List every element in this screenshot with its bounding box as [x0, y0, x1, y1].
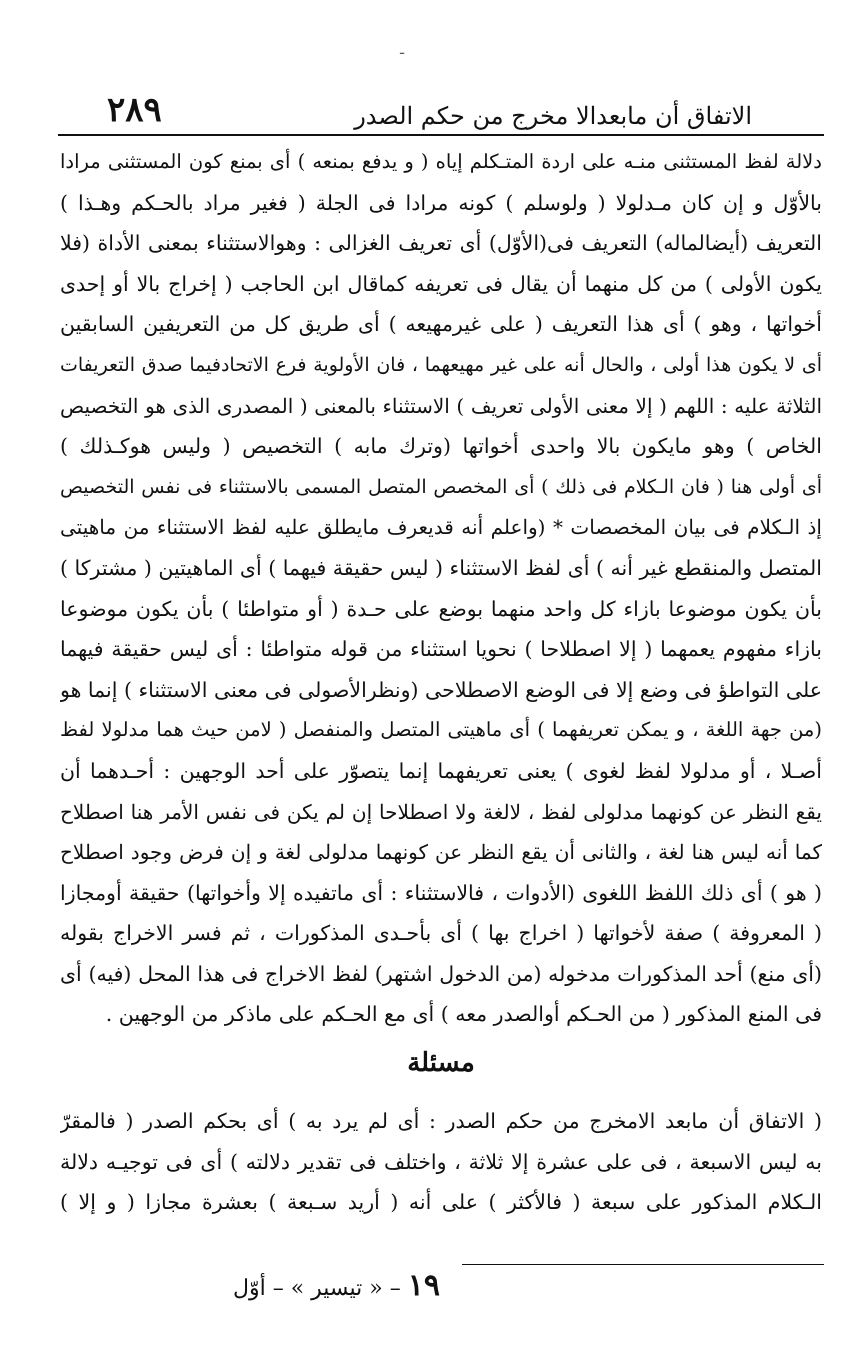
text-line: بالأوّل و إن كان مـدلولا ( ولوسلم ) كونه مرادا فى الجلة ( فغير مراد بالحـكم وهـذا ): [60, 190, 822, 215]
text-line: إذ الـكلام فى بيان المخصصات * (واعلم أنه قديعرف مايطلق عليه لفظ الاستثناء من ماهيتى: [60, 515, 822, 540]
text-line: الثلاثة عليه : اللهم ( إلا معنى الأولى تعريف ) الاستثناء بالمعنى ( المصدرى الذى هو التخصيص: [60, 393, 822, 418]
text-line: فى المنع المذكور ( من الحـكم أوالصدر معه ) أى مع الحـكم على ماذكر من الوجهين .: [105, 1002, 822, 1027]
page-header: [62, 90, 822, 130]
text-line: على التواطؤ فى وضع إلا فى الوضع الاصطلاحى (ونظرالأصولى فى معنى الاستثناء ) إنما هو: [60, 677, 822, 702]
text-line: يقع النظر عن كونهما مدلولى لفظ ، لالغة ولا اصطلاحا إن لم يكن فى نفس الأمر هنا اصطلاح: [60, 799, 822, 824]
text-line: (من جهة اللغة ، و يمكن تعريفهما ) أى ماهيتى المتصل والمنفصل ( لامن حيث هما مدلولا لفظ: [60, 718, 822, 742]
text-line: بأن يكون موضوعا بازاء كل واحد منهما بوضع على حـدة ( أو متواطئا ) بأن يكون موضوعا: [60, 596, 822, 621]
header-rule: [58, 134, 824, 136]
text-line: ( هو ) أى ذلك اللفظ اللغوى (الأدوات ، فالاستثناء : أى ماتفيده إلا وأخواتها) حقيقة أومجازا: [60, 880, 822, 905]
text-line: أى لا يكون هذا أولى ، والحال أنه على غير مهيعهما ، فان الأولوية فرع الاتحادفيما صدق التعريفات: [60, 353, 822, 376]
text-line: ( المعروفة ) صفة لأخواتها ( اخراج بها ) أى بأحـدى المذكورات ، ثم فسر الاخراج بقوله: [60, 921, 822, 946]
signature-footer: [120, 1266, 440, 1309]
text-line: الـكلام المذكور على سبعة ( فالأكثر ) على أنه ( أريد سـبعة ) بعشرة مجازا ( و إلا ): [60, 1190, 822, 1215]
text-line: أخواتها ، وهو ) أى هذا التعريف ( على غيرمهيعه ) أى طريق كل من التعريفين السابقين: [60, 312, 822, 337]
text-line: أصـلا ، أو مدلولا لفظ لغوى ) يعنى تعريفهما إنما يتصوّر على أحد الوجهين : أحـدهما أن: [60, 758, 822, 783]
page-number: ٢٨٩: [107, 90, 162, 130]
text-line: دلالة لفظ المستثنى منـه على اردة المتـكلم إياه ( و يدفع بمنعه ) أى بمنع كون المستثنى مرادا: [60, 150, 822, 173]
section-heading: مسئلة: [407, 1048, 475, 1079]
signature-number: ١٩: [407, 1268, 440, 1303]
text-line: الخاص ) وهو مايكون بالا واحدى أخواتها (وترك مابه ) التخصيص ( وليس هوكـذلك ): [60, 434, 822, 459]
text-line: المتصل والمنقطع غير أنه ) أى لفظ الاستثناء ( ليس حقيقة فيهما ) أى الماهيتين ( مشتركا ): [60, 555, 822, 580]
main-text: [60, 142, 822, 1223]
text-line: بازاء مفهوم يعمهما ( إلا اصطلاحا ) نحويا استثناء من قوله متواطئا : أى ليس حقيقة فيهما: [60, 637, 822, 662]
text-line: كما أنه ليس هنا لغة ، والثانى أن يقع النظر عن كونهما مدلولى لغة و إن فرض وجود اصطلاح: [60, 840, 822, 865]
running-title: الاتفاق أن مابعدالا مخرج من حكم الصدر: [354, 102, 752, 130]
text-line: أى أولى هنا ( فان الـكلام فى ذلك ) أى المخصص المتصل المسمى بالاستثناء فى نفس التخصيص: [60, 475, 822, 498]
text-line: (أى منع) أحد المذكورات مدخوله (من الدخول اشتهر) لفظ الاخراج فى هذا المحل (فيه) أى: [60, 961, 822, 986]
spacer: [60, 1091, 822, 1101]
text-line: به ليس الاسبعة ، فى على عشرة إلا ثلاثة ، واختلف فى تقدير دلالته ) أى فى توجيـه دلالة: [60, 1149, 822, 1174]
text-line: التعريف (أيضالماله) التعريف فى(الأوّل) أى تعريف الغزالى : وهوالاستثناء بمعنى الأداة (فلا: [60, 231, 822, 256]
footer-rule: [462, 1264, 824, 1265]
text-line: يكون الأولى ) من كل منهما أن يقال فى تعريفه كماقال ابن الحاجب ( إخراج بالا أو إحدى: [60, 271, 822, 296]
text-line: ( الاتفاق أن مابعد الامخرج من حكم الصدر : أى لم يرد به ) أى بحكم الصدر ( فالمقرّ: [60, 1109, 822, 1134]
top-mark: ـ: [400, 42, 405, 58]
signature-text: – « تيسير » – أوّل: [232, 1276, 401, 1301]
